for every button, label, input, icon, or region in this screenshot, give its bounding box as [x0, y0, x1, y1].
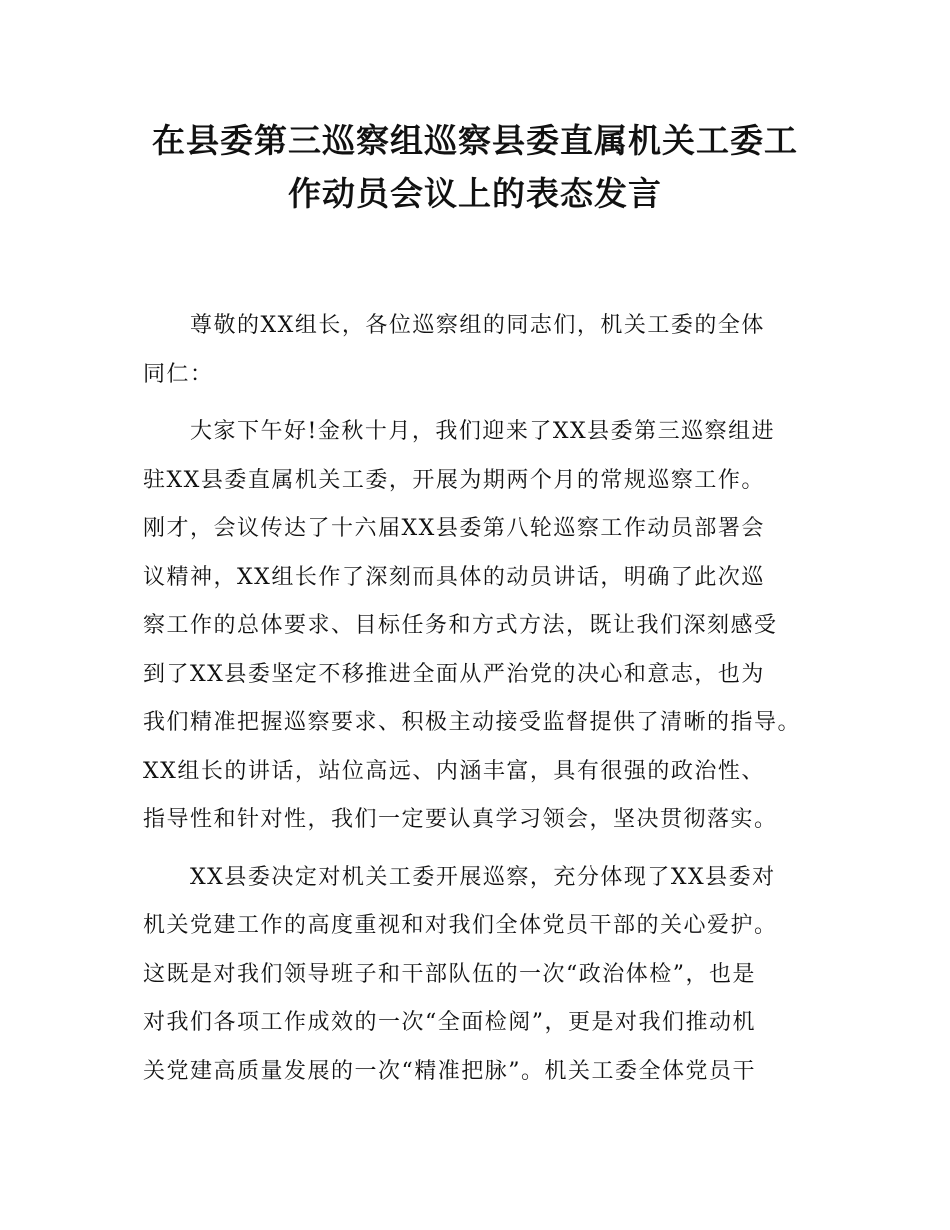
title-line-2: 作动员会议上的表态发言 [288, 174, 662, 213]
text-line: 机关党建工作的高度重视和对我们全体党员干部的关心爱护。 [143, 913, 778, 938]
text-line: 议精神，XX组长作了深刻而具体的动员讲话，明确了此次巡 [143, 564, 765, 590]
title-line-1: 在县委第三巡察组巡察县委直属机关工委工 [152, 121, 798, 160]
text-line: 尊敬的XX组长，各位巡察组的同志们，机关工委的全体 [190, 313, 765, 338]
text-line: 驻XX县委直属机关工委，开展为期两个月的常规巡察工作。 [143, 467, 765, 493]
text-line: 大家下午好!金秋十月，我们迎来了XX县委第三巡察组进 [190, 419, 776, 444]
text-line: 对我们各项工作成效的一次“全面检阅”，更是对我们推动机 [143, 1010, 756, 1035]
text-line: 察工作的总体要求、目标任务和方式方法，既让我们深刻感受 [143, 613, 778, 638]
text-line: 到了XX县委坚定不移推进全面从严治党的决心和意志，也为 [143, 661, 765, 687]
salutation-paragraph [143, 302, 833, 399]
opening-paragraph [143, 408, 833, 845]
significance-paragraph [143, 854, 833, 1097]
text-line: 这既是对我们领导班子和干部队伍的一次“政治体检”，也是 [143, 961, 756, 987]
text-line: XX县委决定对机关工委开展巡察，充分体现了XX县委对 [190, 864, 776, 890]
document-title [120, 114, 830, 220]
document-body [143, 302, 833, 1105]
text-line: 指导性和针对性，我们一定要认真学习领会，坚决贯彻落实。 [143, 807, 778, 832]
text-line: 同仁： [143, 361, 214, 387]
text-line: 我们精准把握巡察要求、积极主动接受监督提供了清晰的指导。 [143, 710, 802, 735]
text-line: 刚才，会议传达了十六届XX县委第八轮巡察工作动员部署会 [143, 516, 765, 541]
text-line: XX组长的讲话，站位高远、内涵丰富，具有很强的政治性、 [143, 758, 765, 784]
text-line: 关党建高质量发展的一次“精准把脉”。机关工委全体党员干 [143, 1058, 756, 1084]
